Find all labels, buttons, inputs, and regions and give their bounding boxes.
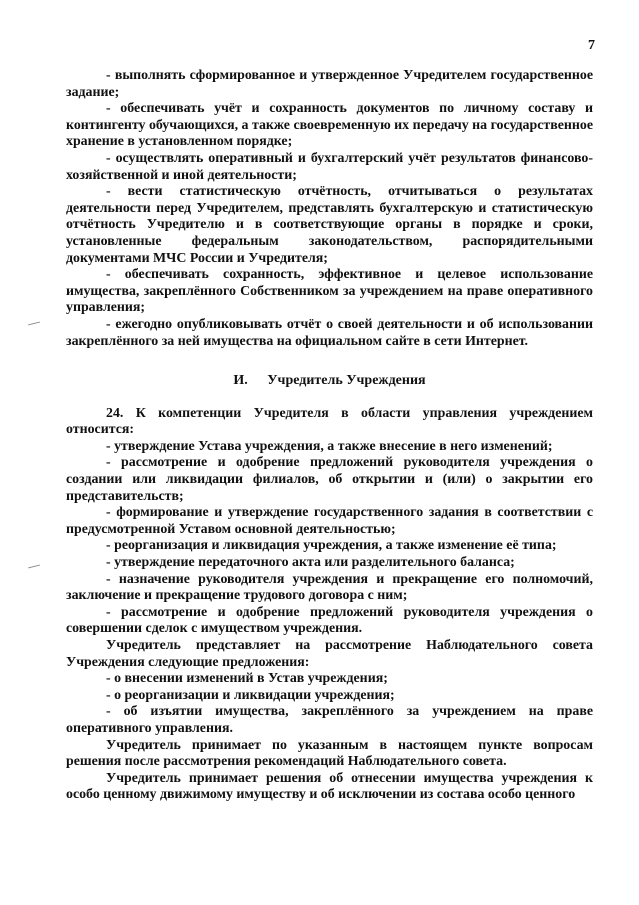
page-number: 7 (588, 38, 595, 53)
proposal-item: - о реорганизации и ликвидации учреждения; (106, 687, 395, 703)
competence-item: - рассмотрение и одобрение предложений руководителя учреждения о совершении сделок с имуществом учреждения. (66, 604, 593, 637)
competence-item: - утверждение Устава учреждения, а также внесение в него изменений; (106, 438, 553, 454)
competence-item: - утверждение передаточного акта или разделительного баланса; (106, 555, 515, 571)
section-heading (66, 373, 593, 390)
proposal-item: - о внесении изменений в Устав учреждения; (106, 671, 388, 687)
proposal-item: - об изъятии имущества, закреплённого за учреждением на праве оперативного управления. (66, 704, 593, 736)
duty-paragraph: - ежегодно опубликовывать отчёт о своей деятельности и об использовании закреплённого за ней имущества на официальном сайте в сети Интернет. (66, 316, 593, 349)
duty-paragraph: - осуществлять оперативный и бухгалтерский учёт результатов финансово-хозяйственной и иной деятельности; (66, 150, 593, 183)
competence-item: - реорганизация и ликвидация учреждения, а также изменение её типа; (106, 538, 557, 554)
duty-paragraph: - обеспечивать сохранность, эффективное и целевое использование имущества, закреплённого Собственником за учреждением на праве оперативного управления; (66, 267, 593, 316)
margin-mark (28, 565, 40, 569)
closing-paragraph: Учредитель принимает решения об отнесении имущества учреждения к особо ценному движимому имуществу и об исключении из состава особо ценного (66, 770, 593, 803)
competence-item: - назначение руководителя учреждения и прекращение его полномочий, заключение и прекращение трудового договора с ним; (66, 571, 593, 604)
duty-paragraph: - выполнять сформированное и утвержденное Учредителем государственное задание; (66, 68, 593, 100)
competence-intro: 24. К компетенции Учредителя в области управления учреждением относится: (66, 405, 593, 438)
closing-paragraph: Учредитель принимает по указанным в настоящем пункте вопросам решения после рассмотрения рекомендаций Наблюдательного совета. (66, 737, 593, 770)
document-body (66, 68, 593, 804)
duty-paragraph: - обеспечивать учёт и сохранность документов по личному составу и контингенту обучающихся, а также своевременную их передачу на государственное хранение в установленном порядке; (66, 101, 593, 150)
duty-paragraph: - вести статистическую отчётность, отчитываться о результатах деятельности перед Учредителем, представлять бухгалтерскую и статистическую отчётность Учредителю и в соответствующие органы в порядке и сроки, установленные федеральным законодательством, распорядительными документами МЧС России и Учредителя; (66, 184, 593, 266)
section-number: И. (233, 373, 248, 389)
competence-item: - формирование и утверждение государственного задания в соответствии с предусмотренной Уставом основной деятельностью; (66, 505, 593, 537)
section-title: Учредитель Учреждения (267, 373, 426, 389)
proposals-intro: Учредитель представляет на рассмотрение Наблюдательного совета Учреждения следующие предложения: (66, 638, 593, 670)
margin-mark (28, 322, 40, 326)
competence-item: - рассмотрение и одобрение предложений руководителя учреждения о создании или ликвидации филиалов, об открытии и (или) о закрытии его представительств; (66, 455, 593, 504)
